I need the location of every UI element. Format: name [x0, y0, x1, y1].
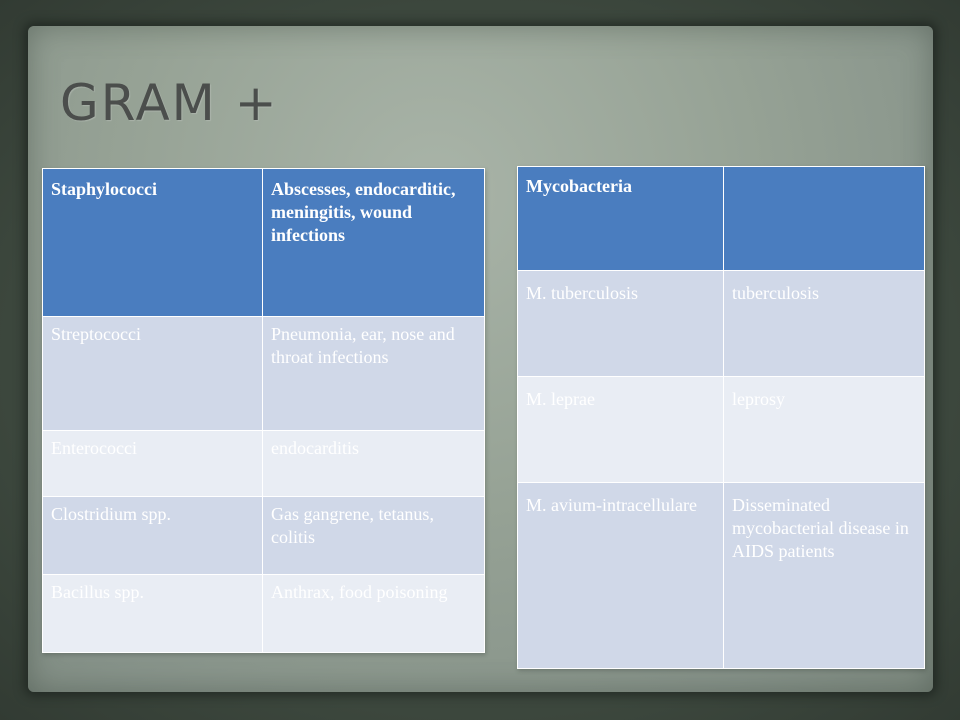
organism-cell: M. tuberculosis: [518, 271, 724, 377]
table-row: [518, 483, 925, 669]
mycobacteria-table: [517, 166, 925, 669]
organism-cell: Staphylococci: [43, 169, 263, 317]
organism-cell: Bacillus spp.: [43, 575, 263, 653]
disease-cell: [724, 167, 925, 271]
disease-cell: tuberculosis: [724, 271, 925, 377]
table-row: [43, 431, 485, 497]
organism-cell: Streptococci: [43, 317, 263, 431]
organism-cell: Clostridium spp.: [43, 497, 263, 575]
disease-cell: Pneumonia, ear, nose and throat infections: [263, 317, 485, 431]
disease-cell: leprosy: [724, 377, 925, 483]
disease-cell: endocarditis: [263, 431, 485, 497]
disease-cell: Gas gangrene, tetanus, colitis: [263, 497, 485, 575]
organism-cell: M. leprae: [518, 377, 724, 483]
table-row: [43, 169, 485, 317]
organism-cell: Mycobacteria: [518, 167, 724, 271]
disease-cell: Disseminated mycobacterial disease in AIDS patients: [724, 483, 925, 669]
disease-cell: Abscesses, endocarditic, meningitis, wound infections: [263, 169, 485, 317]
organism-cell: M. avium-intracellulare: [518, 483, 724, 669]
table-row: [518, 377, 925, 483]
slide-title: GRAM +: [60, 74, 279, 132]
gram-positive-table: [42, 168, 485, 653]
table-row: [43, 317, 485, 431]
table-row: [518, 271, 925, 377]
table-row: [518, 167, 925, 271]
disease-cell: Anthrax, food poisoning: [263, 575, 485, 653]
table-row: [43, 575, 485, 653]
organism-cell: Enterococci: [43, 431, 263, 497]
table-row: [43, 497, 485, 575]
